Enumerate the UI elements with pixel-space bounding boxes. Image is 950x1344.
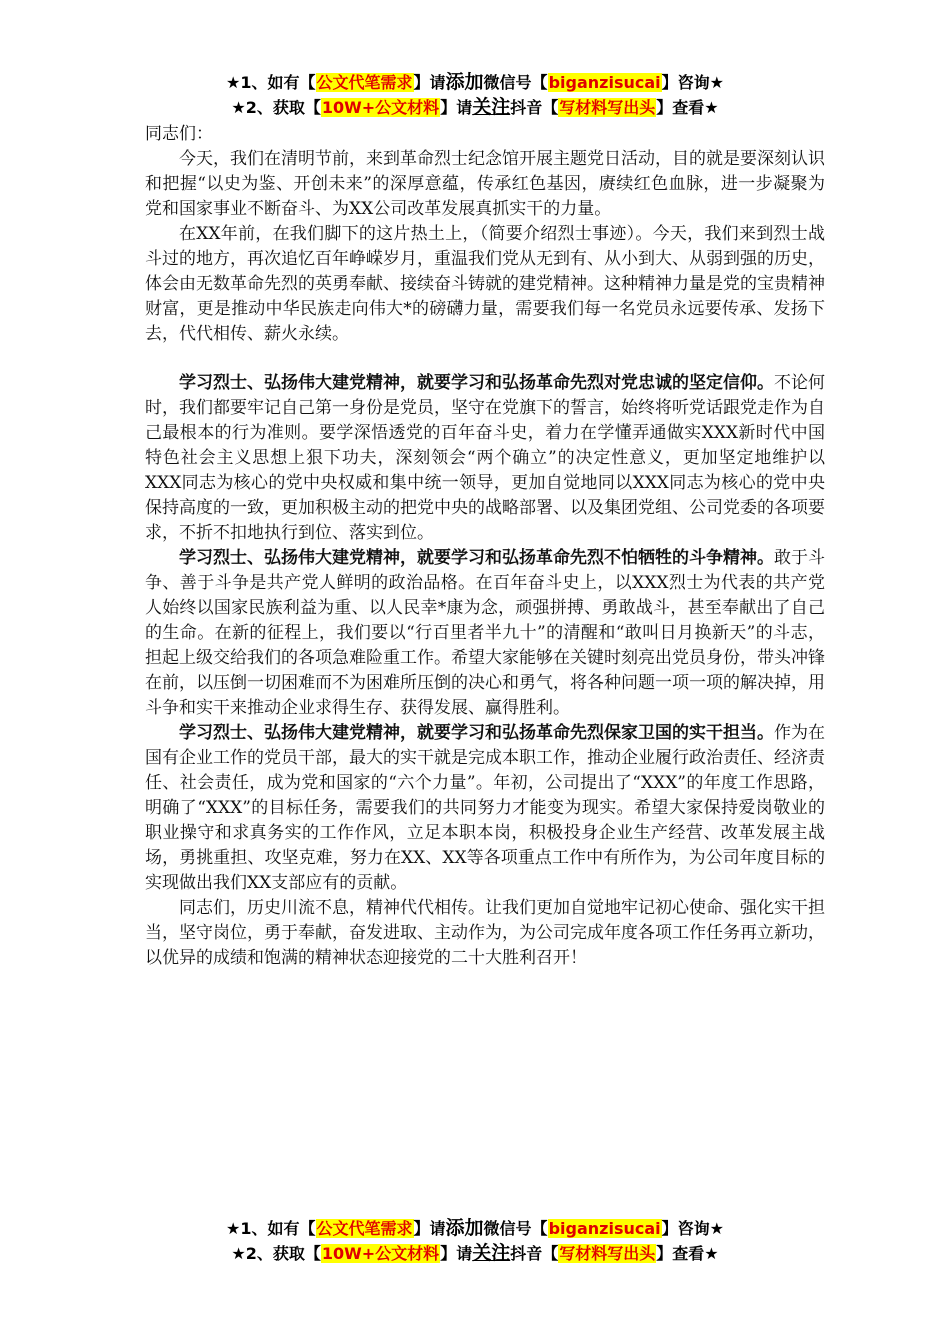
paragraph-4-text: 敢于斗争、善于斗争是共产党人鲜明的政治品格。在百年奋斗史上，以XXX烈士为代表的共产党人始终以国家民族利益为重、以人民幸*康为念，顽强拼搏、勇敢战斗，甚至奉献出了自己的生命。在新的征程上，我们要以“行百里者半九十”的清醒和“敢叫日月换新天”的斗志，担起上级交给我们的各项急难险重工作。希望大家能够在关键时刻亮出党员身份，带头冲锋在前，以压倒一切困难而不为困难所压倒的决心和勇气，将各种问题一项一项的解决掉，用斗争和实干来推动企业求得生存、获得发展、赢得胜利。 — [145, 548, 825, 718]
speech-body — [145, 122, 825, 971]
highlight-douyin-account: 写材料写出头 — [559, 98, 656, 117]
highlight-wechat-id: biganzisucai — [548, 73, 661, 92]
paragraph-6: 同志们，历史川流不息，精神代代相传。让我们更加自觉地牢记初心使命、强化实干担当，坚守岗位，勇于奉献，奋发进取、主动作为，为公司完成年度各项工作任务再立新功，以优异的成绩和饱满的精神状态迎接党的二十大胜利召开！ — [145, 898, 825, 968]
paragraph-4-heading: 学习烈士、弘扬伟大建党精神，就要学习和弘扬革命先烈不怕牺牲的斗争精神。 — [179, 548, 774, 568]
paragraph-1: 今天，我们在清明节前，来到革命烈士纪念馆开展主题党日活动，目的就是要深刻认识和把握“以史为鉴、开创未来”的深厚意蕴，传承红色基因，赓续红色血脉，进一步凝聚为党和国家事业不断奋斗、为XX公司改革发展真抓实干的力量。 — [145, 149, 825, 219]
banner-line-1: ★1、如有【公文代笔需求】请添加微信号【biganzisucai】咨询★ — [226, 71, 724, 93]
footer-highlight-materials: 10W+公文材料 — [321, 1244, 440, 1263]
paragraph-3 — [145, 371, 825, 546]
footer-highlight-service: 公文代笔需求 — [316, 1219, 413, 1238]
paragraph-2: 在XX年前，在我们脚下的这片热土上，（简要介绍烈士事迹）。今天，我们来到烈士战斗过的地方，再次追忆百年峥嵘岁月，重温我们党从无到有、从小到大、从弱到强的历史，体会由无数革命先烈的英勇奉献、接续奋斗铸就的建党精神。这种精神力量是党的宝贵精神财富，更是推动中华民族走向伟大*的磅礴力量，需要我们每一名党员永远要传承、发扬下去，代代相传、薪火永续。 — [145, 224, 825, 344]
footer-highlight-wechat-id: biganzisucai — [548, 1219, 661, 1238]
paragraph-5-text: 作为在国有企业工作的党员干部，最大的实干就是完成本职工作，推动企业履行政治责任、经济责任、社会责任，成为党和国家的“六个力量”。年初，公司提出了“XXX”的年度工作思路，明确了“XXX”的目标任务，需要我们的共同努力才能变为现实。希望大家保持爱岗敬业的职业操守和求真务实的工作作风，立足本职本岗，积极投身企业生产经营、改革发展主战场，勇挑重担、攻坚克难，努力在XX、XX等各项重点工作中有所作为，为公司年度目标的实现做出我们XX支部应有的贡献。 — [145, 723, 825, 893]
footer-highlight-douyin-account: 写材料写出头 — [559, 1244, 656, 1263]
footer-line-2: ★2、获取【10W+公文材料】请关注抖音【写材料写出头】查看★ — [231, 1242, 719, 1264]
banner-line-2: ★2、获取【10W+公文材料】请关注抖音【写材料写出头】查看★ — [231, 96, 719, 118]
paragraph-5-heading: 学习烈士、弘扬伟大建党精神，就要学习和弘扬革命先烈保家卫国的实干担当。 — [179, 723, 774, 743]
paragraph-3-text: 不论何时，我们都要牢记自己第一身份是党员，坚守在党旗下的誓言，始终将听党话跟党走作为自己最根本的行为准则。要学深悟透党的百年奋斗史，着力在学懂弄通做实XXX新时代中国特色社会主义思想上狠下功夫，深刻领会“两个确立”的决定性意义，更加坚定地维护以XXX同志为核心的党中央权威和集中统一领导，更加自觉地同以XXX同志为核心的党中央保持高度的一致，更加积极主动的把党中央的战略部署、以及集团党组、公司党委的各项要求，不折不扣地执行到位、落实到位。 — [145, 373, 825, 543]
footer-banner — [0, 1216, 950, 1266]
highlight-service: 公文代笔需求 — [316, 73, 413, 92]
paragraph-3-heading: 学习烈士、弘扬伟大建党精神，就要学习和弘扬革命先烈对党忠诚的坚定信仰。 — [179, 373, 774, 393]
footer-line-1: ★1、如有【公文代笔需求】请添加微信号【biganzisucai】咨询★ — [226, 1217, 724, 1239]
highlight-materials: 10W+公文材料 — [321, 98, 440, 117]
salutation: 同志们： — [145, 124, 213, 144]
header-banner — [0, 70, 950, 120]
paragraph-4 — [145, 546, 825, 721]
paragraph-5 — [145, 721, 825, 896]
